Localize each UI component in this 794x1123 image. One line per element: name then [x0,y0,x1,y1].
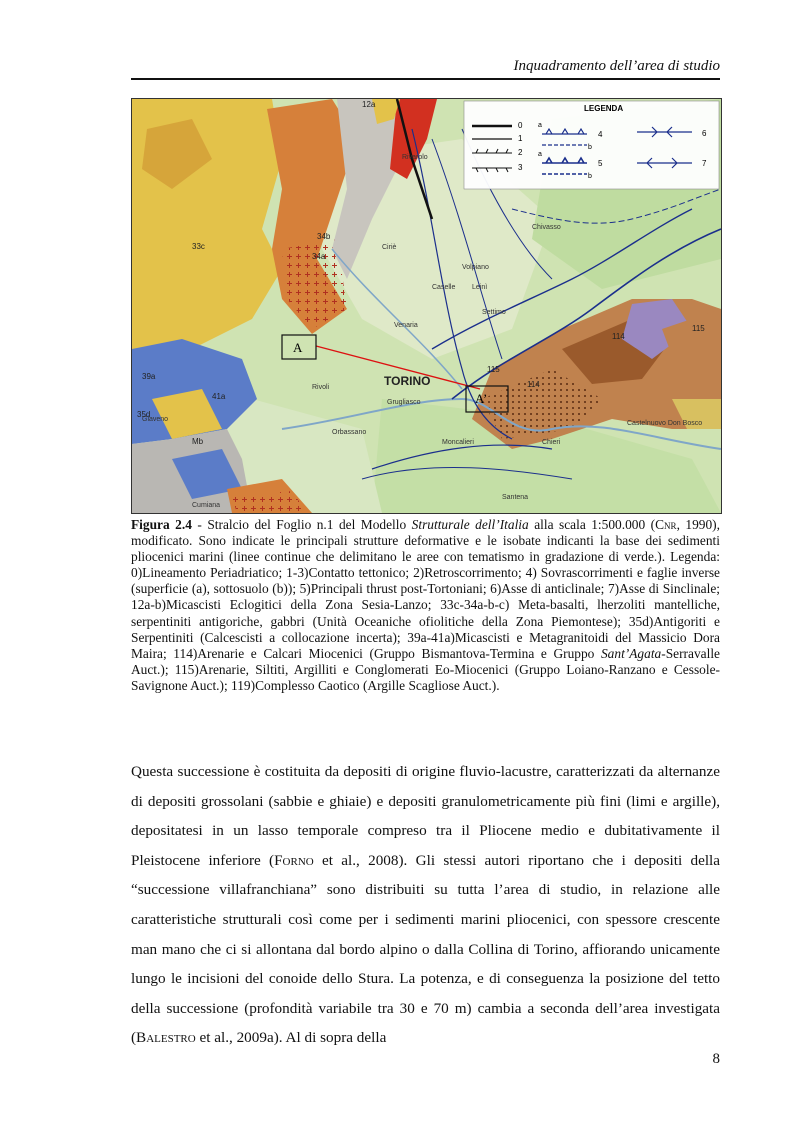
unit-label: Mb [192,437,204,446]
figure-caption [131,517,720,694]
legend-sub-5b: b [588,173,592,180]
figure-label: Figura 2.4 [131,517,192,532]
page-number: 8 [712,1051,720,1067]
point-a2-label: A’ [475,391,488,406]
legend-sub-4b: b [588,144,592,151]
place-label: Cumiana [192,502,221,509]
caption-text: alla scala 1:500.000 (C [528,517,665,532]
place-label: Settimo [482,309,506,316]
chapter-title: Inquadramento dell’area di studio [513,58,720,74]
legend-num-7: 7 [702,159,707,168]
unit-label: 39a [142,372,156,381]
legend-num-5: 5 [598,159,603,168]
place-label: Orbassano [332,429,367,436]
paragraph-text: et al., 2009a). Al di sopra della [195,1029,387,1047]
legend-sub-4a: a [538,122,542,129]
unit-label: 115 [692,324,705,333]
paragraph-text: Questa successione è costituita da depositi di origine fluvio-lacustre, caratterizzati da alternanze di depositi grossolani (sabbie e ghiaie) e depositi granulometricamente più fini (limi e argille), depositatesi in un lasso temporale compreso tra il Pliocene medio e dubitativamente il Pleistocene inferiore (F [131,763,720,869]
unit-label: 34a [312,252,326,261]
place-label: Venaria [394,322,418,329]
author-smallcaps: orno [282,851,314,869]
legend-num-2: 2 [518,148,523,157]
geologic-map [132,99,721,513]
unit-label: 115 [487,365,500,374]
legend-num-1: 1 [518,134,523,143]
paragraph-text: et al., 2008). Gli stessi autori riportano che i depositi della “successione villafranchiana” sono distribuiti su tutta l’area di studio, in relazione alle caratteristiche strutturali così come per i sedimenti marini pliocenici, con spessore crescente man mano che ci si allontana dal bordo alpino o dalla Collina di Torino, affiorando unicamente lungo le incisioni del conoide dello Stura. La potenza, e di conseguenza la posizione del tetto della successione (profondità variabile tra 30 e 70 m) cambia a seconda dell’area investigata (B [131,851,721,1047]
running-header [131,56,720,80]
caption-italic: Sant’Agata [600,645,662,661]
place-label: Ciriè [382,244,397,251]
caption-text: - Stralcio del Foglio n.1 del Modello [191,517,412,532]
legend-num-4: 4 [598,130,603,139]
geologic-map-figure [131,98,722,514]
body-paragraph [131,757,720,1053]
legend-num-3: 3 [518,163,523,172]
place-label: Rivarolo [402,154,428,161]
unit-label: 33c [192,242,205,251]
legend-num-6: 6 [702,129,707,138]
city-label-torino: TORINO [384,374,431,388]
place-label: Rivoli [312,384,330,391]
unit-label: 35d [137,410,151,419]
place-label: Caselle [432,284,456,291]
caption-text: , 1990), modificato. Sono indicate le principali strutture deformative e le isobate indicanti la base dei sedimenti pliocenici marini (linee continue che delimitano le aree con tematismo in gradazione di verde.). Legenda: 0)Lineamento Periadriatico; 1-3)Contatto tettonico; 2)Retroscorrimento; 4) Sovrascorrimenti e faglie inverse (superficie (a), sottosuolo (b)); 5)Principali thrust post-Tortoniani; 6)Asse di anticlinale; 7)Asse di Sinclinale; 12a-b)Micascisti Eclogitici della Zona Sesia-Lanzo; 33c-34a-b-c) Meta-basalti, lherzoliti mantelliche, serpentiniti antigoriche, gabbri (Unità Oceaniche ofiolitiche della Zona Piemontese); 35d)Antigoriti e Serpentiniti (Calcescisti a collocazione incerta); 39a-41a)Micascisti e Metagranitoidi del Massicio Dora Maira; 114)Arenarie e Calcari Miocenici (Gruppo Bismantova-Termina e Gruppo [131,517,720,661]
legend-title: LEGENDA [584,104,624,113]
place-label: Chieri [542,439,561,446]
caption-italic: Strutturale dell’Italia [411,517,529,532]
caption-text: -Serravalle Auct.); 115)Arenarie, Siltiti, Argilliti e Conglomerati Eo-Miocenici (Gruppo Loiano-Ranzano e Cessole-Savignone Auct.); 119)Complesso Caotico (Argille Scagliose Auct.). [131,645,720,693]
header-rule [131,78,720,80]
place-label: Castelnuovo Don Bosco [627,420,703,427]
map-legend [464,101,719,189]
unit-label: 114 [612,332,625,341]
place-label: Giaveno [142,416,169,423]
legend-num-0: 0 [518,121,523,130]
place-label: Chivasso [532,224,561,231]
place-label: Grugliasco [387,399,421,406]
place-label: Leinì [472,284,488,291]
unit-label: 12a [362,100,376,109]
unit-label: 114 [527,380,540,389]
author-smallcaps: alestro [146,1029,196,1047]
unit-label: 34b [317,232,331,241]
place-label: Santena [502,494,529,501]
caption-smallcaps: nr [664,517,677,532]
legend-sub-5a: a [538,151,542,158]
place-label: Volpiano [462,264,489,271]
unit-label: 41a [212,392,226,401]
place-label: Moncalieri [442,439,474,446]
point-a-label: A [293,340,303,355]
